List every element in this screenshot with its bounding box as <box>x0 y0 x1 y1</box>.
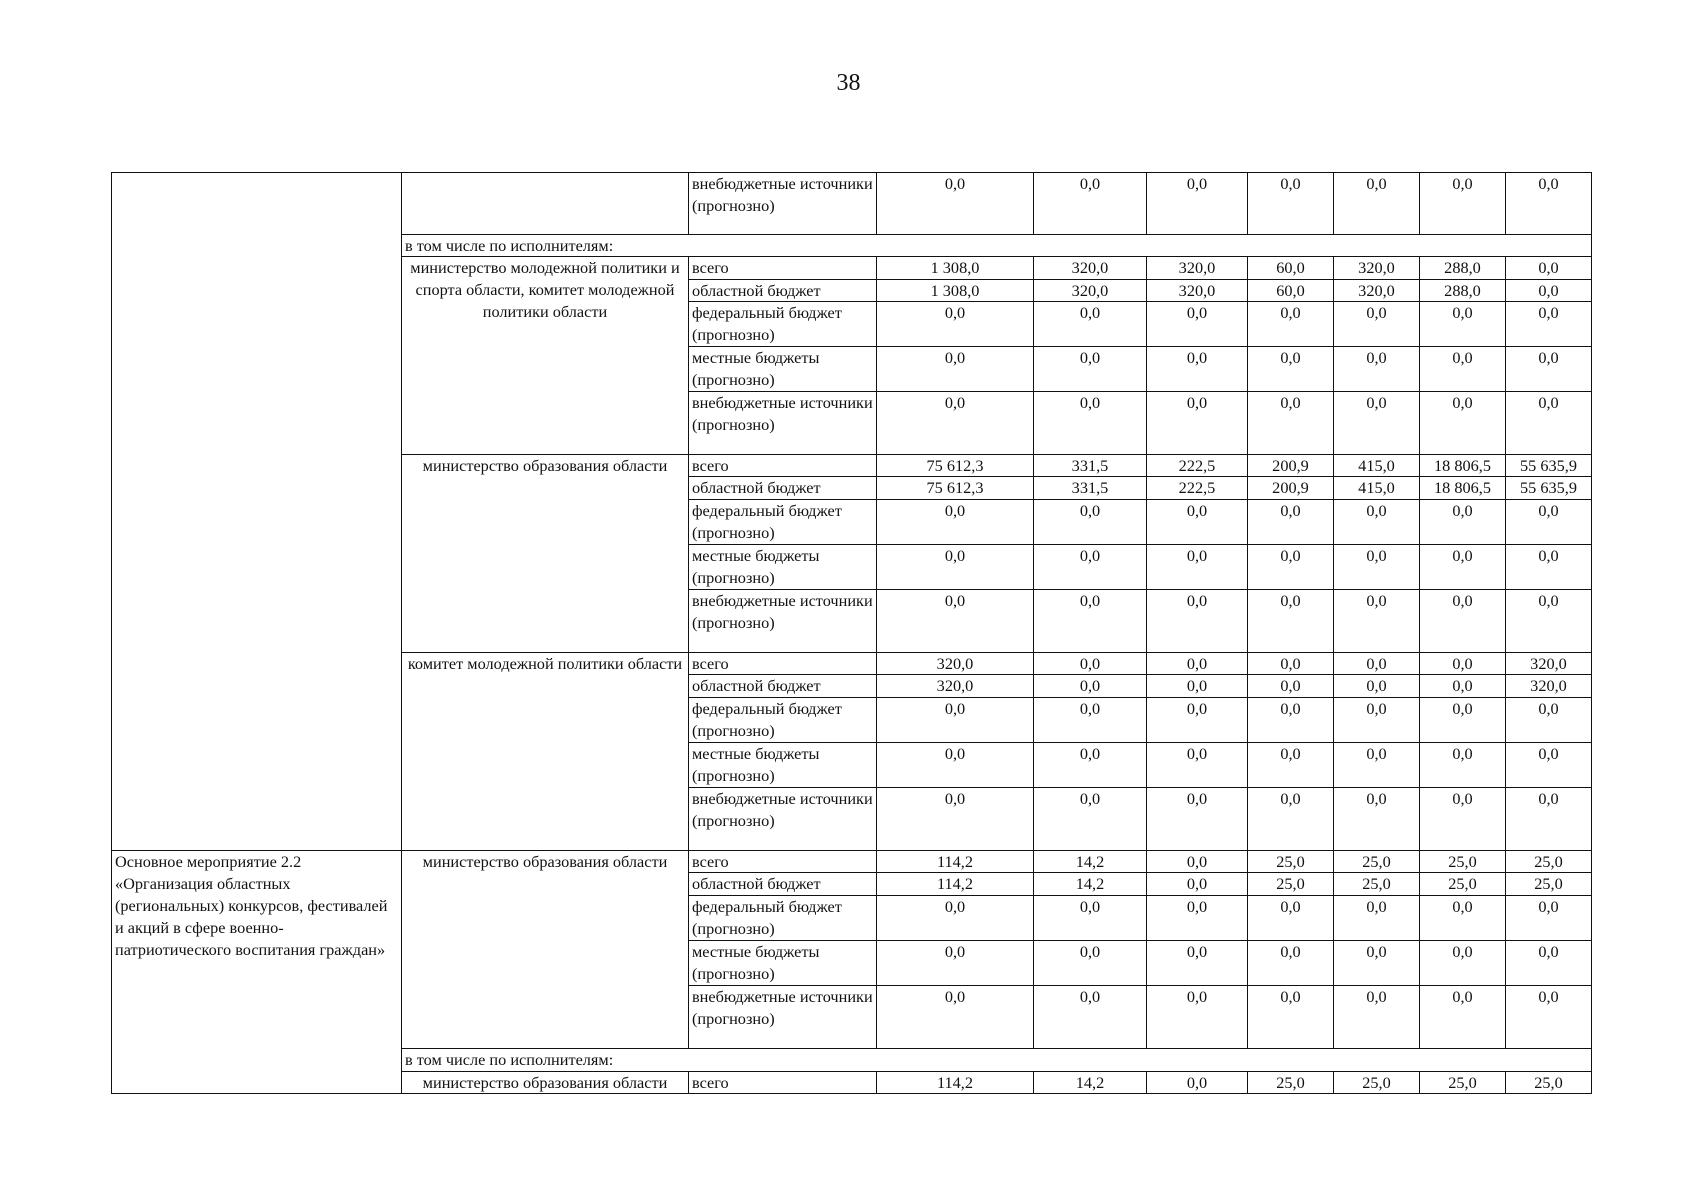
value-cell: 288,0 <box>1420 257 1506 280</box>
value-cell: 331,5 <box>1034 455 1147 477</box>
value-cell: 0,0 <box>1248 941 1334 986</box>
value-cell: 0,0 <box>877 500 1034 545</box>
funding-source-cell: федеральный бюджет (прогнозно) <box>689 302 877 347</box>
value-cell: 0,0 <box>1334 986 1420 1049</box>
value-cell: 320,0 <box>1147 257 1248 280</box>
value-cell: 0,0 <box>1420 986 1506 1049</box>
value-cell: 0,0 <box>1334 590 1420 653</box>
value-cell: 0,0 <box>1147 788 1248 851</box>
value-cell: 25,0 <box>1248 1072 1334 1094</box>
measure-cell: Основное мероприятие 2.2 «Организация областных (региональных) конкурсов, фестивалей и акций в сфере военно-патриотического воспитания граждан» <box>111 851 402 1094</box>
value-cell: 0,0 <box>1147 851 1248 873</box>
value-cell: 1 308,0 <box>877 257 1034 280</box>
value-cell: 0,0 <box>1248 675 1334 698</box>
value-cell: 25,0 <box>1420 851 1506 873</box>
value-cell: 0,0 <box>1034 986 1147 1049</box>
value-cell: 0,0 <box>877 986 1034 1049</box>
value-cell: 0,0 <box>1506 896 1592 941</box>
value-cell: 25,0 <box>1334 851 1420 873</box>
value-cell: 25,0 <box>1248 851 1334 873</box>
budget-table <box>111 172 1592 1116</box>
value-cell: 320,0 <box>1334 280 1420 302</box>
value-cell: 0,0 <box>1506 257 1592 280</box>
value-cell: 55 635,9 <box>1506 455 1592 477</box>
value-cell: 0,0 <box>1034 392 1147 455</box>
value-cell: 0,0 <box>1420 698 1506 743</box>
value-cell: 0,0 <box>1420 392 1506 455</box>
value-cell: 0,0 <box>1147 698 1248 743</box>
value-cell: 0,0 <box>1334 941 1420 986</box>
value-cell: 0,0 <box>1147 392 1248 455</box>
value-cell: 75 612,3 <box>877 477 1034 500</box>
value-cell: 0,0 <box>877 545 1034 590</box>
value-cell: 0,0 <box>877 172 1034 235</box>
value-cell: 0,0 <box>1034 590 1147 653</box>
value-cell: 0,0 <box>1420 302 1506 347</box>
value-cell: 25,0 <box>1334 1072 1420 1094</box>
value-cell: 320,0 <box>1506 675 1592 698</box>
value-cell: 0,0 <box>1034 653 1147 675</box>
value-cell: 0,0 <box>1248 302 1334 347</box>
value-cell: 0,0 <box>1034 500 1147 545</box>
funding-source-cell: всего <box>689 455 877 477</box>
value-cell: 0,0 <box>1334 653 1420 675</box>
value-cell: 0,0 <box>1420 743 1506 788</box>
value-cell: 415,0 <box>1334 477 1420 500</box>
value-cell: 0,0 <box>1248 788 1334 851</box>
value-cell: 0,0 <box>1248 743 1334 788</box>
value-cell: 0,0 <box>1334 545 1420 590</box>
funding-source-cell: всего <box>689 851 877 873</box>
value-cell: 0,0 <box>1420 347 1506 392</box>
value-cell: 0,0 <box>877 392 1034 455</box>
value-cell: 0,0 <box>1506 347 1592 392</box>
value-cell: 320,0 <box>877 653 1034 675</box>
value-cell: 0,0 <box>1034 788 1147 851</box>
value-cell: 60,0 <box>1248 257 1334 280</box>
value-cell: 14,2 <box>1034 851 1147 873</box>
in-number-label: в том числе по исполнителям: <box>402 1049 1592 1072</box>
value-cell: 222,5 <box>1147 455 1248 477</box>
value-cell: 0,0 <box>1034 302 1147 347</box>
value-cell: 0,0 <box>1248 698 1334 743</box>
value-cell: 0,0 <box>877 698 1034 743</box>
value-cell: 0,0 <box>1506 788 1592 851</box>
value-cell: 0,0 <box>877 590 1034 653</box>
value-cell: 0,0 <box>1147 896 1248 941</box>
funding-source-cell: всего <box>689 653 877 675</box>
value-cell: 0,0 <box>1334 172 1420 235</box>
value-cell: 0,0 <box>1334 896 1420 941</box>
value-cell: 288,0 <box>1420 280 1506 302</box>
funding-source-cell: местные бюджеты (прогнозно) <box>689 545 877 590</box>
value-cell: 114,2 <box>877 873 1034 896</box>
value-cell: 0,0 <box>1034 896 1147 941</box>
value-cell: 0,0 <box>1147 1072 1248 1094</box>
executor-cell-blank <box>402 172 689 235</box>
value-cell: 0,0 <box>1506 500 1592 545</box>
in-number-label: в том числе по исполнителям: <box>402 235 1592 257</box>
funding-source-cell: внебюджетные источники (прогнозно) <box>689 392 877 455</box>
value-cell: 222,5 <box>1147 477 1248 500</box>
value-cell: 0,0 <box>877 302 1034 347</box>
value-cell: 415,0 <box>1334 455 1420 477</box>
value-cell: 0,0 <box>1420 545 1506 590</box>
value-cell: 0,0 <box>1248 172 1334 235</box>
value-cell: 0,0 <box>1248 896 1334 941</box>
value-cell: 0,0 <box>1334 302 1420 347</box>
funding-source-cell: областной бюджет <box>689 675 877 698</box>
executor-cell: министерство образования области <box>402 851 689 1049</box>
funding-source-cell: местные бюджеты (прогнозно) <box>689 743 877 788</box>
value-cell: 0,0 <box>1334 675 1420 698</box>
value-cell: 0,0 <box>1506 986 1592 1049</box>
page-number: 38 <box>836 70 861 96</box>
value-cell: 0,0 <box>877 743 1034 788</box>
value-cell: 200,9 <box>1248 477 1334 500</box>
value-cell: 25,0 <box>1420 1072 1506 1094</box>
value-cell: 0,0 <box>1034 675 1147 698</box>
value-cell: 0,0 <box>1420 941 1506 986</box>
value-cell: 14,2 <box>1034 873 1147 896</box>
value-cell: 0,0 <box>1334 347 1420 392</box>
value-cell: 0,0 <box>1420 653 1506 675</box>
value-cell: 0,0 <box>1147 653 1248 675</box>
value-cell: 0,0 <box>1420 896 1506 941</box>
value-cell: 75 612,3 <box>877 455 1034 477</box>
value-cell: 320,0 <box>877 675 1034 698</box>
funding-source-cell: внебюджетные источники (прогнозно) <box>689 986 877 1049</box>
funding-source-cell: внебюджетные источники (прогнозно) <box>689 590 877 653</box>
funding-source-cell: внебюджетные источники (прогнозно) <box>689 788 877 851</box>
funding-source-cell: внебюджетные источники (прогнозно) <box>689 172 877 235</box>
value-cell: 0,0 <box>1506 743 1592 788</box>
value-cell: 25,0 <box>1506 1072 1592 1094</box>
value-cell: 0,0 <box>877 788 1034 851</box>
value-cell: 320,0 <box>1147 280 1248 302</box>
value-cell: 0,0 <box>1147 675 1248 698</box>
value-cell: 0,0 <box>1420 788 1506 851</box>
value-cell: 0,0 <box>1506 172 1592 235</box>
value-cell: 0,0 <box>1034 941 1147 986</box>
value-cell: 0,0 <box>1334 698 1420 743</box>
value-cell: 0,0 <box>1248 653 1334 675</box>
value-cell: 0,0 <box>1147 172 1248 235</box>
value-cell: 0,0 <box>1248 590 1334 653</box>
value-cell: 0,0 <box>1420 172 1506 235</box>
value-cell: 0,0 <box>1248 500 1334 545</box>
value-cell: 0,0 <box>1506 941 1592 986</box>
value-cell: 0,0 <box>1034 698 1147 743</box>
value-cell: 0,0 <box>1334 500 1420 545</box>
executor-cell: министерство образования области <box>402 455 689 653</box>
value-cell: 0,0 <box>877 347 1034 392</box>
value-cell: 0,0 <box>1334 743 1420 788</box>
value-cell: 0,0 <box>1248 347 1334 392</box>
value-cell: 0,0 <box>1147 743 1248 788</box>
value-cell: 0,0 <box>1248 392 1334 455</box>
value-cell: 18 806,5 <box>1420 477 1506 500</box>
value-cell: 60,0 <box>1248 280 1334 302</box>
value-cell: 0,0 <box>1248 545 1334 590</box>
value-cell: 114,2 <box>877 1072 1034 1094</box>
value-cell: 25,0 <box>1506 873 1592 896</box>
value-cell: 25,0 <box>1248 873 1334 896</box>
value-cell: 18 806,5 <box>1420 455 1506 477</box>
executor-cell: комитет молодежной политики области <box>402 653 689 851</box>
value-cell: 0,0 <box>877 896 1034 941</box>
value-cell: 0,0 <box>1420 500 1506 545</box>
value-cell: 25,0 <box>1334 873 1420 896</box>
value-cell: 0,0 <box>1034 545 1147 590</box>
value-cell: 114,2 <box>877 851 1034 873</box>
executor-cell: министерство молодежной политики и спорта области, комитет молодежной политики области <box>402 257 689 455</box>
funding-source-cell: федеральный бюджет (прогнозно) <box>689 500 877 545</box>
value-cell: 0,0 <box>1034 172 1147 235</box>
value-cell: 0,0 <box>1147 302 1248 347</box>
funding-source-cell: федеральный бюджет (прогнозно) <box>689 896 877 941</box>
value-cell: 0,0 <box>1034 347 1147 392</box>
value-cell: 0,0 <box>1506 302 1592 347</box>
value-cell: 0,0 <box>1506 698 1592 743</box>
value-cell: 320,0 <box>1506 653 1592 675</box>
value-cell: 320,0 <box>1334 257 1420 280</box>
value-cell: 0,0 <box>1506 545 1592 590</box>
value-cell: 0,0 <box>1506 590 1592 653</box>
value-cell: 0,0 <box>1147 545 1248 590</box>
value-cell: 0,0 <box>1506 280 1592 302</box>
value-cell: 0,0 <box>1420 675 1506 698</box>
value-cell: 0,0 <box>1147 873 1248 896</box>
funding-source-cell: местные бюджеты (прогнозно) <box>689 941 877 986</box>
funding-source-cell: областной бюджет <box>689 477 877 500</box>
value-cell: 0,0 <box>1420 590 1506 653</box>
value-cell: 0,0 <box>1334 788 1420 851</box>
executor-cell: министерство образования области <box>402 1072 689 1094</box>
funding-source-cell: федеральный бюджет (прогнозно) <box>689 698 877 743</box>
value-cell: 0,0 <box>1147 986 1248 1049</box>
value-cell: 0,0 <box>1147 500 1248 545</box>
funding-source-cell: всего <box>689 257 877 280</box>
value-cell: 0,0 <box>1147 347 1248 392</box>
funding-source-cell: местные бюджеты (прогнозно) <box>689 347 877 392</box>
measure-cell-blank <box>111 172 402 851</box>
funding-source-cell: областной бюджет <box>689 873 877 896</box>
value-cell: 25,0 <box>1506 851 1592 873</box>
value-cell: 320,0 <box>1034 280 1147 302</box>
value-cell: 25,0 <box>1420 873 1506 896</box>
funding-source-cell: всего <box>689 1072 877 1094</box>
funding-source-cell: областной бюджет <box>689 280 877 302</box>
value-cell: 14,2 <box>1034 1072 1147 1094</box>
value-cell: 55 635,9 <box>1506 477 1592 500</box>
value-cell: 0,0 <box>1334 392 1420 455</box>
value-cell: 0,0 <box>1147 590 1248 653</box>
value-cell: 331,5 <box>1034 477 1147 500</box>
value-cell: 200,9 <box>1248 455 1334 477</box>
value-cell: 320,0 <box>1034 257 1147 280</box>
value-cell: 0,0 <box>877 941 1034 986</box>
value-cell: 0,0 <box>1506 392 1592 455</box>
value-cell: 0,0 <box>1034 743 1147 788</box>
value-cell: 0,0 <box>1147 941 1248 986</box>
value-cell: 0,0 <box>1248 986 1334 1049</box>
value-cell: 1 308,0 <box>877 280 1034 302</box>
